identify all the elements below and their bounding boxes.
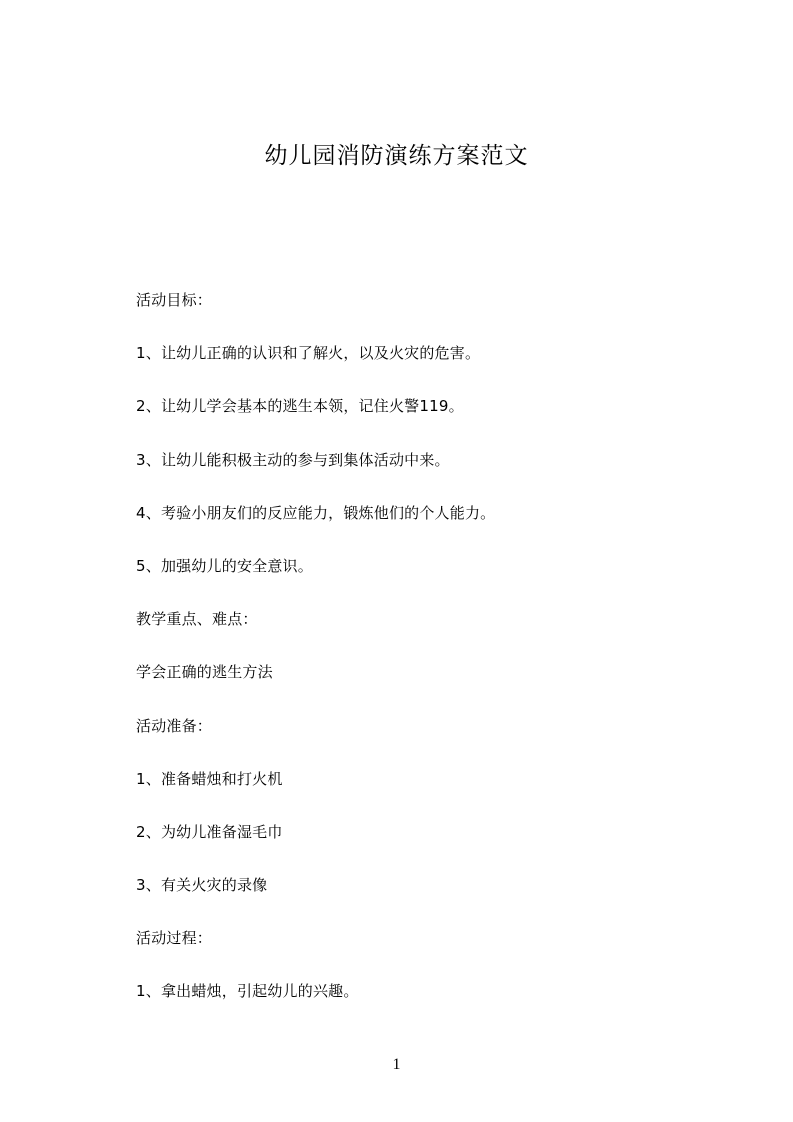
key-point-text: 学会正确的逃生方法 [136, 663, 273, 682]
page-number: 1 [392, 1056, 401, 1073]
goal-item-5: 5、加强幼儿的安全意识。 [136, 556, 313, 575]
heading-preparation: 活动准备： [136, 716, 213, 735]
goal-item-1: 1、让幼儿正确的认识和了解火，以及火灾的危害。 [136, 344, 481, 363]
heading-key-points: 教学重点、难点： [136, 610, 258, 629]
preparation-item-2: 2、为幼儿准备湿毛巾 [136, 822, 283, 841]
heading-activity-goals: 活动目标： [136, 291, 213, 309]
heading-process: 活动过程： [136, 929, 213, 948]
goal-item-3: 3、让幼儿能积极主动的参与到集体活动中来。 [136, 450, 450, 469]
process-item-1: 1、拿出蜡烛，引起幼儿的兴趣。 [136, 982, 359, 1001]
goal-item-2: 2、让幼儿学会基本的逃生本领，记住火警119。 [136, 397, 464, 416]
document-body [136, 287, 696, 1005]
goal-item-4: 4、考验小朋友们的反应能力，锻炼他们的个人能力。 [136, 503, 496, 522]
preparation-item-1: 1、准备蜡烛和打火机 [136, 769, 283, 788]
document-title: 幼儿园消防演练方案范文 [264, 143, 529, 169]
preparation-item-3: 3、有关火灾的录像 [136, 876, 268, 895]
